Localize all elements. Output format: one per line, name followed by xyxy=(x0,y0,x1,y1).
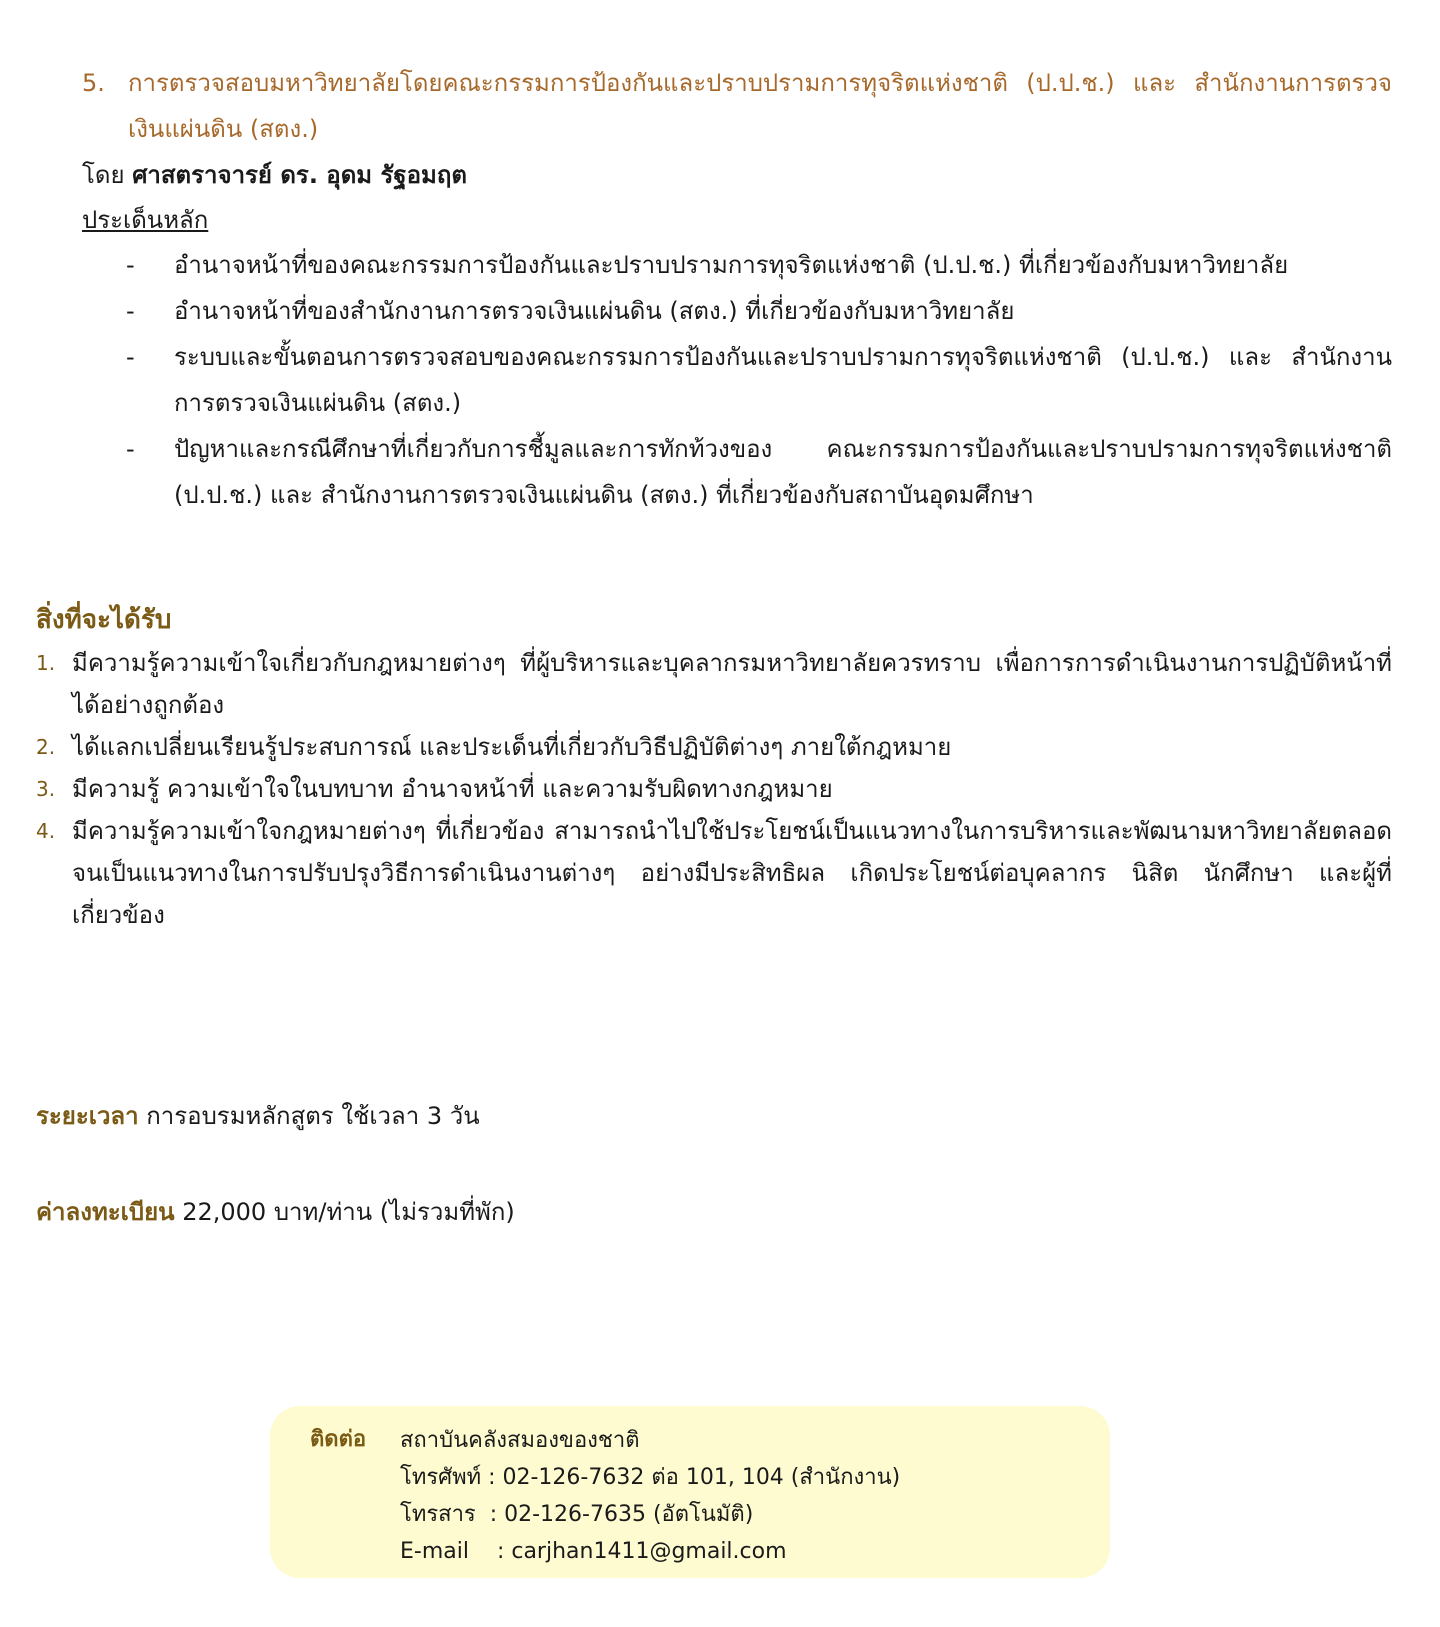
bullet-text: ระบบและขั้นตอนการตรวจสอบของคณะกรรมการป้องกันและปราบปรามการทุจริตแห่งชาติ (ป.ป.ช.) และ สำนักงานการตรวจเงินแผ่นดิน (สตง.) xyxy=(174,343,1392,417)
section-number: 5. xyxy=(82,69,105,97)
contact-phone: โทรศัพท์ : 02-126-7632 ต่อ 101, 104 (สำนักงาน) xyxy=(400,1465,901,1490)
section-5-title xyxy=(82,60,1392,152)
contact-fax: โทรสาร : 02-126-7635 (อัตโนมัติ) xyxy=(400,1502,754,1527)
bullet-dash: - xyxy=(126,251,135,279)
speaker-line xyxy=(82,152,1392,198)
item-text: ได้แลกเปลี่ยนเรียนรู้ประสบการณ์ และประเด็นที่เกี่ยวกับวิธีปฏิบัติต่างๆ ภายใต้กฎหมาย xyxy=(72,733,952,761)
speaker-prefix: โดย xyxy=(82,161,125,189)
main-points-label: ประเด็นหลัก xyxy=(82,206,209,234)
duration-label: ระยะเวลา xyxy=(36,1102,139,1130)
benefits-section xyxy=(36,600,1392,936)
list-item xyxy=(36,810,1392,936)
contact-email[interactable]: E-mail : carjhan1411@gmail.com xyxy=(400,1539,787,1564)
list-item xyxy=(36,726,1392,768)
main-points-list xyxy=(126,242,1392,518)
item-text: มีความรู้ความเข้าใจเกี่ยวกับกฎหมายต่างๆ ที่ผู้บริหารและบุคลากรมหาวิทยาลัยควรทราบ เพื่อการการดำเนินงานการปฏิบัติหน้าที่ได้อย่างถูกต้อง xyxy=(72,649,1392,719)
list-item xyxy=(36,768,1392,810)
bullet-dash: - xyxy=(126,297,135,325)
benefits-list xyxy=(36,642,1392,936)
duration-line xyxy=(36,1096,480,1136)
list-item xyxy=(126,426,1392,518)
duration-value: การอบรมหลักสูตร ใช้เวลา 3 วัน xyxy=(146,1102,480,1130)
item-number: 2. xyxy=(36,735,56,759)
bullet-dash: - xyxy=(126,343,135,371)
section-5 xyxy=(82,60,1392,518)
bullet-dash: - xyxy=(126,435,135,463)
contact-org: สถาบันคลังสมองของชาติ xyxy=(400,1428,640,1453)
list-item xyxy=(126,242,1392,288)
list-item xyxy=(36,642,1392,726)
fee-label: ค่าลงทะเบียน xyxy=(36,1198,175,1226)
item-number: 3. xyxy=(36,777,56,801)
item-text: มีความรู้ ความเข้าใจในบทบาท อำนาจหน้าที่ และความรับผิดทางกฎหมาย xyxy=(72,775,833,803)
list-item xyxy=(126,334,1392,426)
bullet-text: ปัญหาและกรณีศึกษาที่เกี่ยวกับการชี้มูลและการทักท้วงของ คณะกรรมการป้องกันและปราบปรามการทุจริตแห่งชาติ (ป.ป.ช.) และ สำนักงานการตรวจเงินแผ่นดิน (สตง.) ที่เกี่ยวข้องกับสถาบันอุดมศึกษา xyxy=(174,435,1392,509)
list-item xyxy=(126,288,1392,334)
fee-line xyxy=(36,1192,515,1232)
bullet-text: อำนาจหน้าที่ของสำนักงานการตรวจเงินแผ่นดิน (สตง.) ที่เกี่ยวข้องกับมหาวิทยาลัย xyxy=(174,297,1015,325)
item-number: 1. xyxy=(36,651,56,675)
section-title-text: การตรวจสอบมหาวิทยาลัยโดยคณะกรรมการป้องกันและปราบปรามการทุจริตแห่งชาติ (ป.ป.ช.) และ สำนักงานการตรวจเงินแผ่นดิน (สตง.) xyxy=(128,69,1392,143)
bullet-text: อำนาจหน้าที่ของคณะกรรมการป้องกันและปราบปรามการทุจริตแห่งชาติ (ป.ป.ช.) ที่เกี่ยวข้องกับมหาวิทยาลัย xyxy=(174,251,1289,279)
contact-details xyxy=(400,1422,900,1570)
speaker-name: ศาสตราจารย์ ดร. อุดม รัฐอมฤต xyxy=(132,161,467,189)
benefits-heading: สิ่งที่จะได้รับ xyxy=(36,605,172,635)
item-text: มีความรู้ความเข้าใจกฎหมายต่างๆ ที่เกี่ยวข้อง สามารถนำไปใช้ประโยชน์เป็นแนวทางในการบริหารและพัฒนามหาวิทยาลัยตลอดจนเป็นแนวทางในการปรับปรุงวิธีการดำเนินงานต่างๆ อย่างมีประสิทธิผล เกิดประโยชน์ต่อบุคลากร นิสิต นักศึกษา และผู้ที่เกี่ยวข้อง xyxy=(72,817,1392,929)
item-number: 4. xyxy=(36,819,56,843)
fee-value: 22,000 บาท/ท่าน (ไม่รวมที่พัก) xyxy=(182,1198,515,1226)
contact-label: ติดต่อ xyxy=(310,1427,367,1452)
contact-box xyxy=(270,1406,1110,1578)
